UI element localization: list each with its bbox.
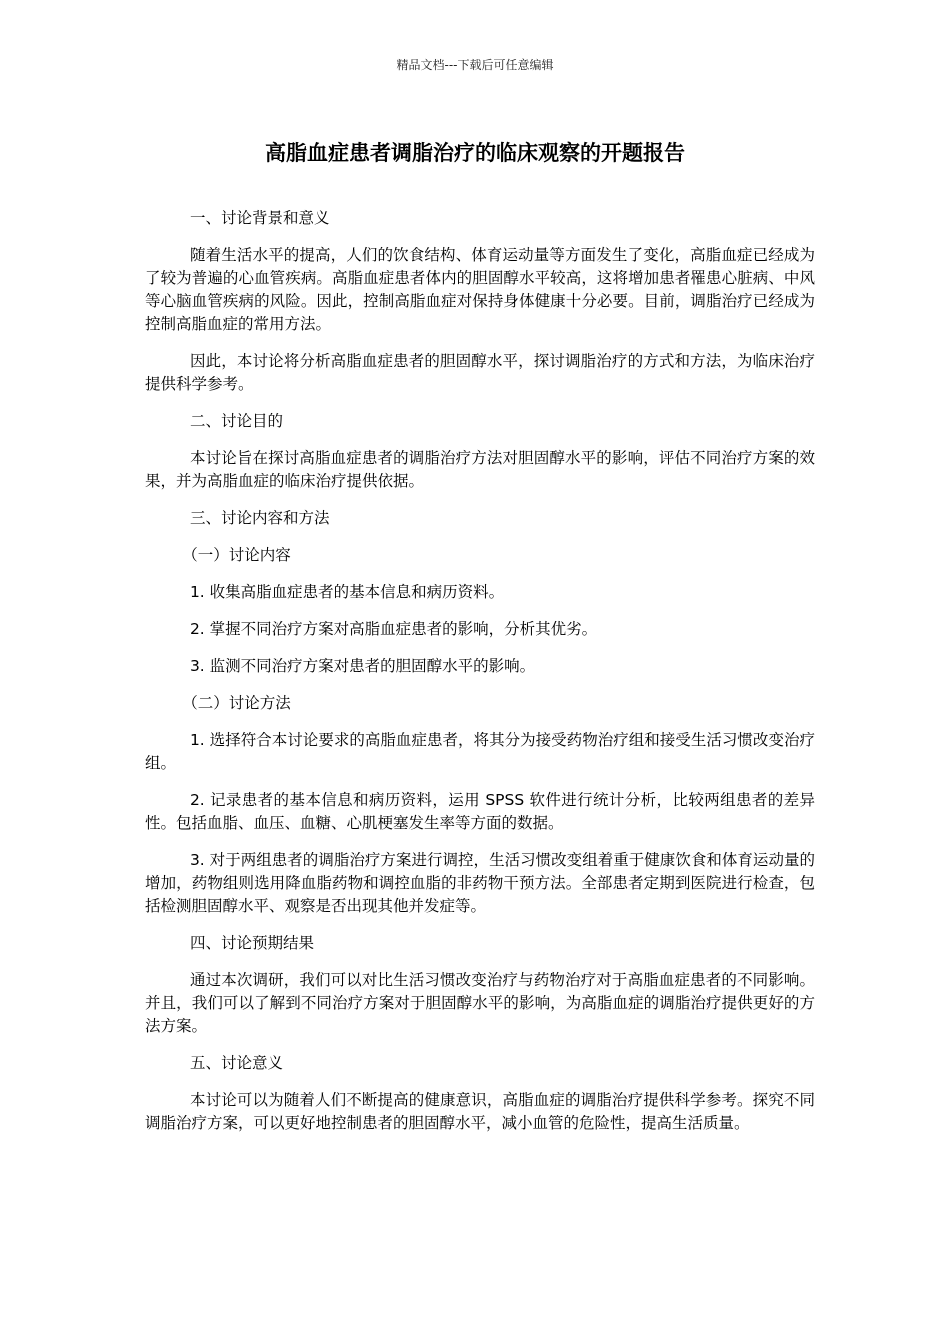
subheading-content: （一）讨论内容 xyxy=(182,546,291,564)
list-item-method-2: 2. 记录患者的基本信息和病历资料，运用 SPSS 软件进行统计分析，比较两组患者的差异性。包括血脂、血压、血糖、心肌梗塞发生率等方面的数据。 xyxy=(145,791,815,832)
section-heading-expected-results: 四、讨论预期结果 xyxy=(189,934,314,952)
document-title: 高脂血症患者调脂治疗的临床观察的开题报告 xyxy=(265,141,685,165)
section-heading-significance: 五、讨论意义 xyxy=(189,1054,283,1072)
list-item-content-2: 2. 掌握不同治疗方案对高脂血症患者的影响，分析其优劣。 xyxy=(189,620,598,638)
section-heading-background: 一、讨论背景和意义 xyxy=(189,209,330,227)
document-body xyxy=(145,207,815,1149)
paragraph-significance: 本讨论可以为随着人们不断提高的健康意识，高脂血症的调脂治疗提供科学参考。探究不同调脂治疗方案，可以更好地控制患者的胆固醇水平，减小血管的危险性，提高生活质量。 xyxy=(145,1091,815,1132)
subheading-methods: （二）讨论方法 xyxy=(182,694,291,712)
paragraph-background-2: 因此，本讨论将分析高脂血症患者的胆固醇水平，探讨调脂治疗的方式和方法，为临床治疗提供科学参考。 xyxy=(145,352,815,393)
paragraph-expected-results: 通过本次调研，我们可以对比生活习惯改变治疗与药物治疗对于高脂血症患者的不同影响。并且，我们可以了解到不同治疗方案对于胆固醇水平的影响，为高脂血症的调脂治疗提供更好的方法方案。 xyxy=(145,971,815,1035)
header-note: 精品文档---下载后可任意编辑 xyxy=(396,58,554,72)
paragraph-background-1: 随着生活水平的提高，人们的饮食结构、体育运动量等方面发生了变化，高脂血症已经成为了较为普遍的心血管疾病。高脂血症患者体内的胆固醇水平较高，这将增加患者罹患心脏病、中风等心脑血管疾病的风险。因此，控制高脂血症对保持身体健康十分必要。目前，调脂治疗已经成为控制高脂血症的常用方法。 xyxy=(145,246,815,333)
list-item-method-3: 3. 对于两组患者的调脂治疗方案进行调控，生活习惯改变组着重于健康饮食和体育运动量的增加，药物组则选用降血脂药物和调控血脂的非药物干预方法。全部患者定期到医院进行检查，包括检测胆固醇水平、观察是否出现其他并发症等。 xyxy=(145,851,815,915)
paragraph-purpose: 本讨论旨在探讨高脂血症患者的调脂治疗方法对胆固醇水平的影响，评估不同治疗方案的效果，并为高脂血症的临床治疗提供依据。 xyxy=(145,449,815,490)
list-item-content-1: 1. 收集高脂血症患者的基本信息和病历资料。 xyxy=(189,583,505,601)
section-heading-content-methods: 三、讨论内容和方法 xyxy=(189,509,330,527)
section-heading-purpose: 二、讨论目的 xyxy=(189,412,283,430)
list-item-content-3: 3. 监测不同治疗方案对患者的胆固醇水平的影响。 xyxy=(189,657,536,675)
list-item-method-1: 1. 选择符合本讨论要求的高脂血症患者，将其分为接受药物治疗组和接受生活习惯改变治疗组。 xyxy=(145,731,815,772)
